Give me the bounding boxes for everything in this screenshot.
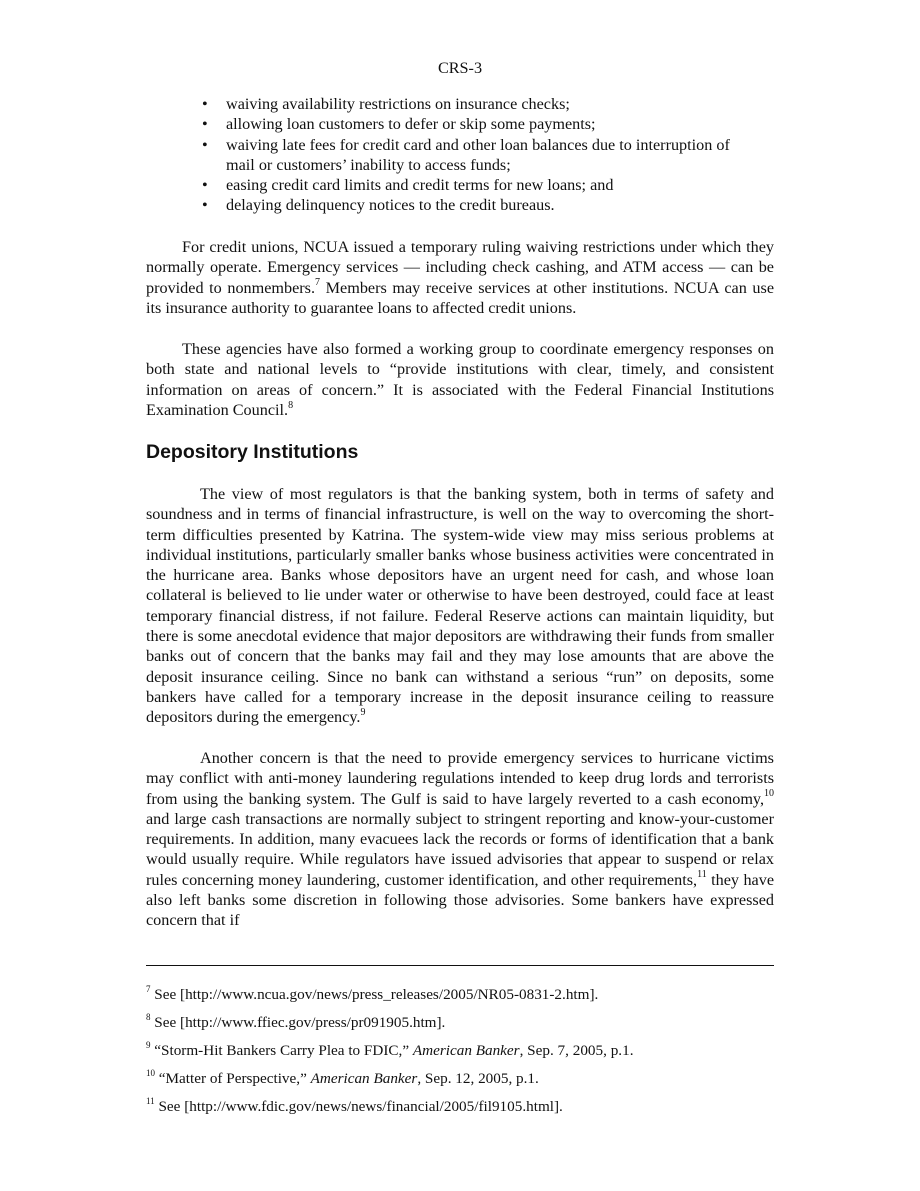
footnote-publication: American Banker [412, 1042, 520, 1059]
paragraph-regulators-view [146, 484, 774, 728]
footnote-text: See [http://www.ncua.gov/news/press_releases/2005/NR05-0831-2.htm]. [154, 986, 599, 1003]
list-item-text: waiving availability restrictions on insurance checks; [226, 95, 570, 113]
paragraph-text: and large cash transactions are normally subject to stringent reporting and know-your-customer requirements. In addition, many evacuees lack the records or forms of identification that a bank would usually require. While regulators have issued advisories that appear to suspend or relax rules concerning money laundering, customer identification, and other requirements, [146, 809, 774, 889]
footnote-text: , Sep. 12, 2005, p.1. [417, 1070, 539, 1087]
paragraph-text: The view of most regulators is that the banking system, both in terms of safety and soundness and in terms of financial infrastructure, is well on the way to overcoming the short-term difficulties presented by Katrina. The system-wide view may miss serious problems at individual institutions, particularly smaller banks whose business activities were concentrated in the hurricane area. Banks whose depositors have an urgent need for cash, and whose loan collateral is believed to lie under water or otherwise to have been destroyed, could face at least temporary financial distress, if not failure. Federal Reserve actions can maintain liquidity, but there is some anecdotal evidence that major depositors are withdrawing their funds from smaller banks out of concern that the banks may fail and they may lose amounts that are above the deposit insurance ceiling. Since no bank can withstand a serious “run” on deposits, some bankers have called for a temporary increase in the deposit insurance ceiling to reassure depositors during the emergency. [146, 485, 774, 727]
paragraph-working-group [146, 339, 774, 420]
footnote-number: 8 [146, 1011, 151, 1022]
footnote-publication: American Banker [310, 1070, 418, 1087]
footnote-text: “Matter of Perspective,” [158, 1070, 311, 1087]
footnote-ref: 10 [764, 788, 774, 800]
footnote-divider [146, 965, 774, 966]
footnote [146, 1069, 774, 1088]
footnote [146, 1041, 774, 1060]
bullet-icon: • [202, 115, 208, 134]
footnote-text: , Sep. 7, 2005, p.1. [519, 1042, 634, 1059]
bullet-icon: • [202, 135, 208, 154]
footnote-ref: 9 [360, 706, 366, 718]
bullet-icon: • [202, 176, 208, 195]
footnote-ref: 11 [697, 869, 707, 881]
list-item [198, 135, 758, 176]
list-item-text: waiving late fees for credit card and other loan balances due to interruption of mail or customers’ inability to access funds; [226, 135, 730, 174]
list-item [198, 94, 758, 114]
list-item [198, 195, 758, 215]
list-item [198, 114, 758, 134]
footnote [146, 1097, 774, 1116]
footnote-number: 11 [146, 1095, 155, 1106]
paragraph-text: These agencies have also formed a working group to coordinate emergency responses on both state and national levels to “provide institutions with clear, timely, and consistent information on areas of concern.” It is associated with the Federal Financial Institutions Examination Council. [146, 340, 774, 419]
bullet-list [198, 94, 758, 216]
footnote-number: 10 [146, 1067, 155, 1078]
page-number-header: CRS-3 [437, 59, 483, 77]
paragraph-credit-unions [146, 237, 774, 318]
bullet-icon: • [202, 95, 208, 113]
footnote-text: See [http://www.ffiec.gov/press/pr091905.htm]. [154, 1014, 446, 1031]
footnote-number: 9 [146, 1039, 151, 1050]
footnote-text: See [http://www.fdic.gov/news/news/financial/2005/fil9105.html]. [154, 1098, 563, 1115]
paragraph-text: Members may receive services at other institutions. NCUA can use its insurance authority to guarantee loans to affected credit unions. [146, 278, 775, 317]
section-heading: Depository Institutions [146, 441, 359, 463]
footnote-ref: 8 [288, 399, 294, 411]
list-item-text: allowing loan customers to defer or skip some payments; [226, 115, 596, 134]
footnote-ref: 7 [315, 277, 321, 289]
list-item [198, 175, 758, 195]
paragraph-text: they have also left banks some discretion in following those advisories. Some bankers have expressed concern that if [146, 870, 774, 930]
footnote [146, 985, 774, 1004]
list-item-text: delaying delinquency notices to the credit bureaus. [226, 196, 555, 215]
footnote-number: 7 [146, 983, 151, 994]
footnote [146, 1013, 774, 1032]
bullet-icon: • [202, 196, 208, 215]
paragraph-money-laundering [146, 748, 774, 931]
paragraph-text: Another concern is that the need to provide emergency services to hurricane victims may conflict with anti-money laundering regulations intended to keep drug lords and terrorists from using the banking system. The Gulf is said to have largely reverted to a cash economy, [146, 749, 774, 808]
list-item-text: easing credit card limits and credit terms for new loans; and [226, 176, 614, 195]
paragraph-text: For credit unions, NCUA issued a temporary ruling waiving restrictions under which they normally operate. Emergency services — including check cashing, and ATM access — can be provided to nonmembers. [146, 238, 774, 297]
footnote-text: “Storm-Hit Bankers Carry Plea to FDIC,” [154, 1042, 413, 1059]
